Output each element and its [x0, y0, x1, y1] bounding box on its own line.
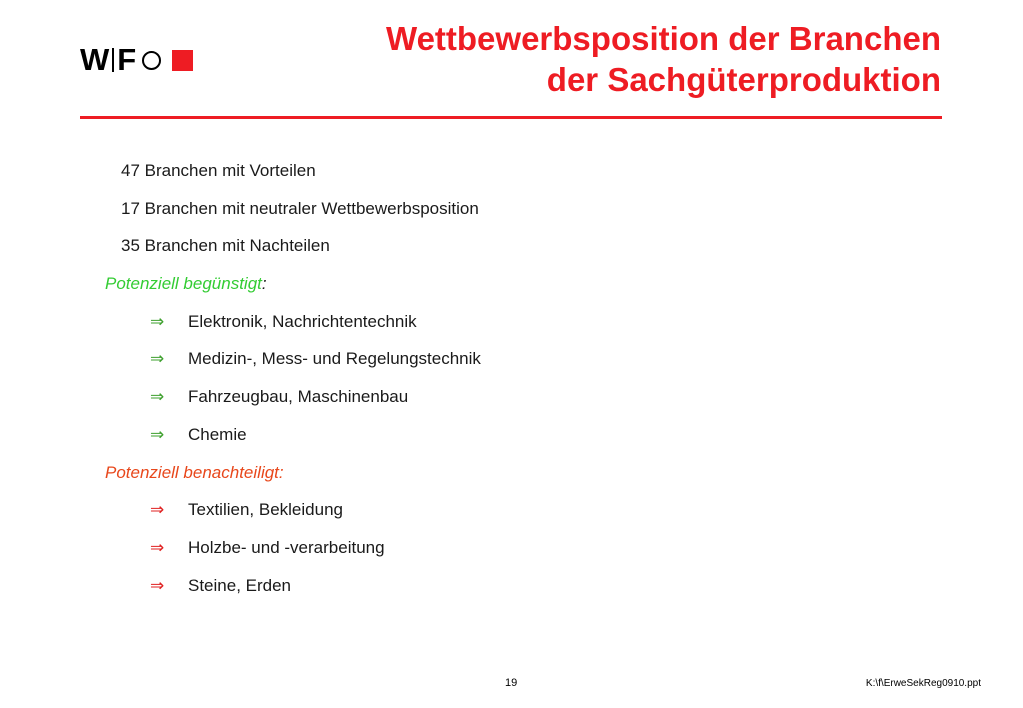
double-right-arrow-icon: ⇒: [150, 575, 165, 595]
slide-body: [105, 152, 481, 604]
disadvantaged-item: [105, 491, 481, 529]
double-right-arrow-icon: ⇒: [150, 387, 165, 407]
wifo-logo: [80, 44, 193, 76]
favored-item: [105, 378, 481, 416]
favored-heading-colon: :: [261, 274, 267, 294]
summary-item: 47 Branchen mit Vorteilen: [121, 161, 316, 180]
favored-item-label: Chemie: [188, 424, 247, 444]
file-path: K:\f\ErweSekReg0910.ppt: [865, 678, 981, 689]
disadvantaged-heading: Potenziell benachteiligt:: [105, 462, 284, 482]
logo-ring-icon: [142, 51, 161, 70]
slide-title: [386, 18, 941, 100]
summary-item: 35 Branchen mit Nachteilen: [121, 236, 330, 256]
double-right-arrow-icon: ⇒: [150, 311, 165, 331]
favored-item-label: Elektronik, Nachrichtentechnik: [188, 311, 417, 331]
summary-item: 17 Branchen mit neutraler Wettbewerbsposition: [121, 198, 479, 218]
logo-bar: [112, 48, 114, 72]
logo-square-icon: [172, 50, 193, 71]
favored-item: [105, 340, 481, 378]
page-number: 19: [505, 677, 518, 689]
title-divider: [80, 116, 942, 119]
disadvantaged-item-label: Holzbe- und -verarbeitung: [188, 537, 385, 557]
double-right-arrow-icon: ⇒: [150, 424, 165, 444]
disadvantaged-item: [105, 567, 481, 605]
logo-wordmark: [80, 44, 193, 76]
favored-heading: [105, 265, 481, 303]
favored-item: [105, 303, 481, 341]
logo-letter-f: F: [117, 42, 137, 77]
disadvantaged-item: [105, 529, 481, 567]
favored-item: [105, 416, 481, 454]
double-right-arrow-icon: ⇒: [150, 537, 165, 557]
double-right-arrow-icon: ⇒: [150, 500, 165, 520]
slide-title-line1: Wettbewerbsposition der Branchen: [386, 20, 941, 57]
favored-item-label: Fahrzeugbau, Maschinenbau: [188, 387, 409, 407]
favored-heading-text: Potenziell begünstigt: [105, 274, 262, 294]
disadvantaged-item-label: Textilien, Bekleidung: [188, 500, 343, 520]
slide-title-line2: der Sachgüterproduktion: [546, 61, 941, 98]
logo-letter-w: W: [80, 42, 110, 77]
favored-item-label: Medizin-, Mess- und Regelungstechnik: [188, 349, 481, 369]
disadvantaged-item-label: Steine, Erden: [188, 575, 292, 595]
double-right-arrow-icon: ⇒: [150, 349, 165, 369]
